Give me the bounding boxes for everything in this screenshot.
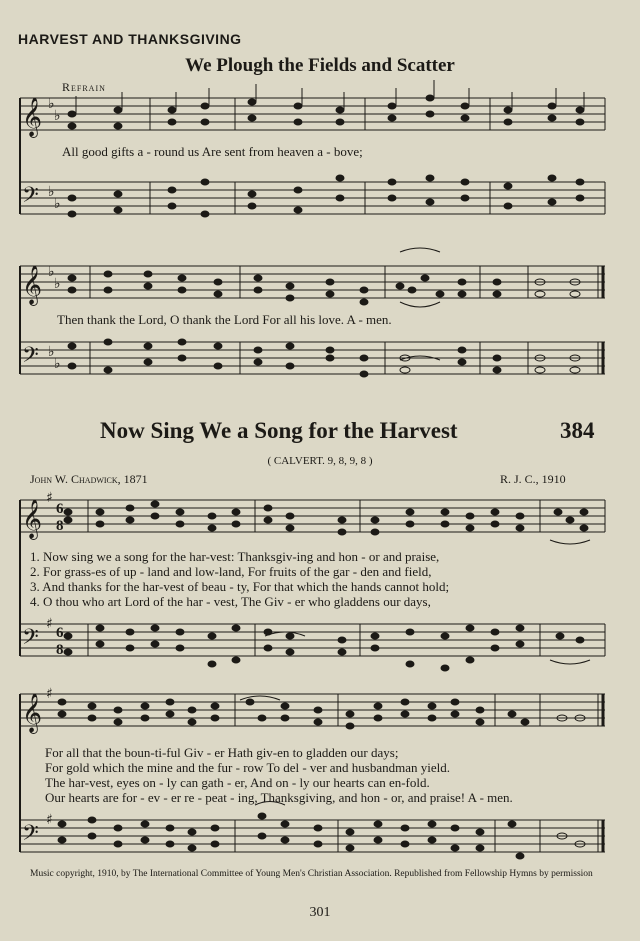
verses-block-1 xyxy=(30,549,449,609)
svg-text:♭: ♭ xyxy=(48,344,55,360)
staff-system-4-bass xyxy=(20,820,605,852)
treble-clef-icon: 𝄞 xyxy=(22,499,43,539)
author-credit: John W. Chadwick, 1871 xyxy=(30,472,148,486)
staff-system-1-treble xyxy=(20,98,605,130)
svg-text:8: 8 xyxy=(56,642,64,658)
svg-text:♯: ♯ xyxy=(46,812,53,828)
hymn-title: We Plough the Fields and Scatter xyxy=(185,55,455,76)
treble-clef-icon: 𝄞 xyxy=(22,265,43,305)
verses-block-2 xyxy=(45,745,513,805)
svg-text:♯: ♯ xyxy=(46,490,53,506)
hymn-number: 384 xyxy=(560,418,595,443)
bass-clef-icon: 𝄢 xyxy=(22,183,39,213)
treble-clef-icon: 𝄞 xyxy=(22,693,43,733)
svg-text:♭: ♭ xyxy=(54,108,61,124)
composer-credit: R. J. C., 1910 xyxy=(500,472,566,486)
svg-text:6: 6 xyxy=(56,501,64,517)
staff-system-4-treble xyxy=(20,694,605,726)
bass-clef-icon: 𝄢 xyxy=(22,625,39,655)
verse-line: 2. For grass-es of up - land and low-land, For fruits of the gar - den and field, xyxy=(30,564,432,579)
tune-name: ( CALVERT. 9, 8, 9, 8 ) xyxy=(267,455,373,467)
verse-line: 3. And thanks for the har-vest of beau - ty, For that which the hands cannot hold; xyxy=(30,579,450,594)
svg-text:♭: ♭ xyxy=(54,196,61,212)
verse-line: For gold which the mine and the fur - row To del - ver and husbandman yield. xyxy=(45,760,451,775)
svg-text:♭: ♭ xyxy=(54,356,61,372)
lyric-line-refrain-2: Then thank the Lord, O thank the Lord For all his love. A - men. xyxy=(57,312,392,327)
hymn-title: Now Sing We a Song for the Harvest xyxy=(100,418,458,443)
svg-text:♯: ♯ xyxy=(46,686,53,702)
svg-text:♭: ♭ xyxy=(48,184,55,200)
copyright-notice: Music copyright, 1910, by The International Committee of Young Men's Christian Association. Republished from Fellowship Hymns by permission xyxy=(30,869,593,879)
page-number: 301 xyxy=(309,905,331,920)
staff-system-1-bass xyxy=(20,182,605,214)
section-heading: HARVEST AND THANKSGIVING xyxy=(18,31,242,47)
verse-line: 1. Now sing we a song for the har-vest: Thanksgiv-ing and hon - or and praise, xyxy=(30,549,440,564)
svg-text:♭: ♭ xyxy=(48,96,55,112)
svg-text:8: 8 xyxy=(56,518,64,534)
verse-line: Our hearts are for - ev - er re - peat - ing, Thanksgiving, and hon - or, and praise! A - men. xyxy=(45,790,513,805)
bass-clef-icon: 𝄢 xyxy=(22,821,39,851)
verse-line: For all that the boun-ti-ful Giv - er Hath giv-en to gladden our days; xyxy=(45,745,399,760)
svg-text:♯: ♯ xyxy=(46,616,53,632)
treble-clef-icon: 𝄞 xyxy=(22,97,43,137)
lyric-line-refrain-1: All good gifts a - round us Are sent from heaven a - bove; xyxy=(62,144,363,159)
refrain-label: Refrain xyxy=(62,80,106,94)
verse-line: The har-vest, eyes on - ly can gath - er, And on - ly our hearts can en-fold. xyxy=(45,775,430,790)
svg-text:♭: ♭ xyxy=(48,264,55,280)
bass-clef-icon: 𝄢 xyxy=(22,343,39,373)
verse-line: 4. O thou who art Lord of the har - vest, The Giv - er who gladdens our days, xyxy=(30,594,431,609)
svg-text:♭: ♭ xyxy=(54,276,61,292)
noteheads xyxy=(58,80,588,859)
svg-text:6: 6 xyxy=(56,625,64,641)
